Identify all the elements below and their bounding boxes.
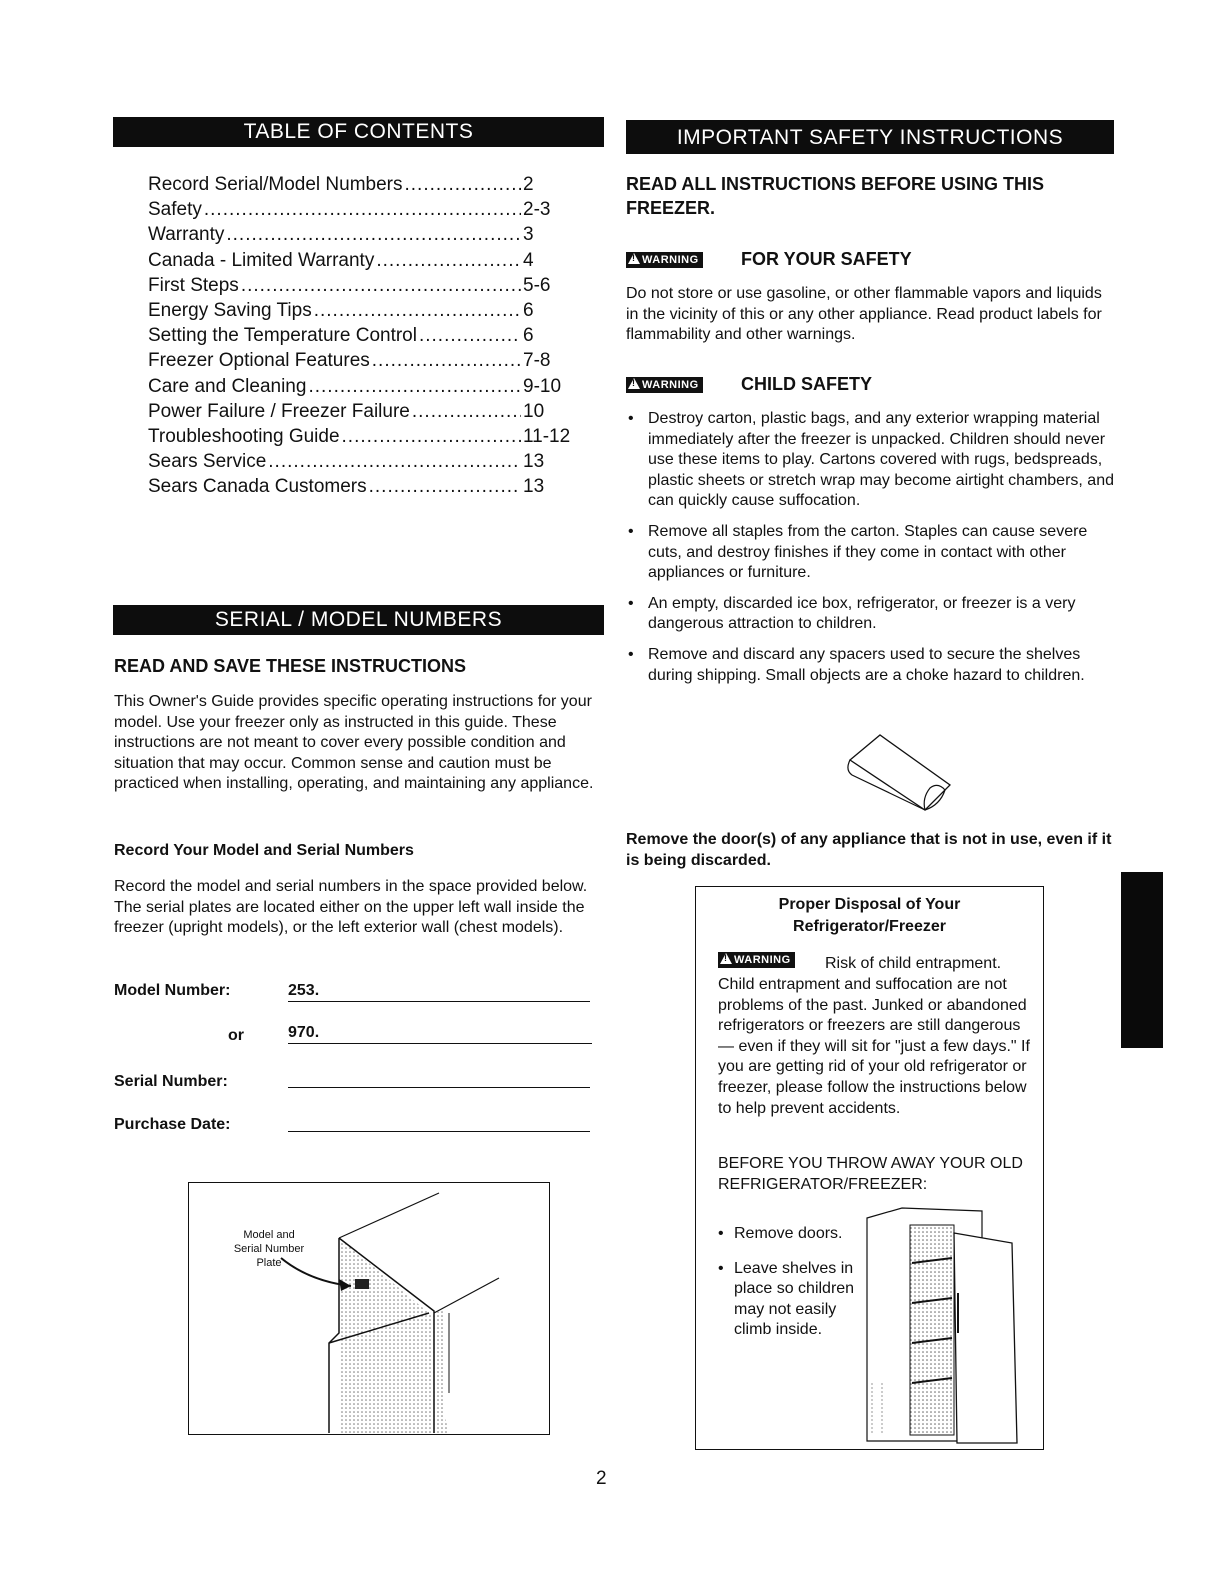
toc-entry-title: Freezer Optional Features bbox=[148, 350, 370, 372]
toc-row bbox=[148, 273, 578, 298]
model-prefix-970: 970. bbox=[288, 1024, 320, 1041]
toc-leader-dots bbox=[412, 399, 521, 424]
toc-row bbox=[148, 374, 578, 399]
toc-row bbox=[148, 222, 578, 247]
warning-badge-text: WARNING bbox=[734, 954, 791, 966]
upright-freezer-illustration bbox=[862, 1203, 1030, 1445]
child-safety-heading: CHILD SAFETY bbox=[741, 374, 873, 394]
list-item: • Remove all staples from the carton. Staples can cause severe cuts, and destroy finishes if they come in contact with other appliances or furniture. bbox=[626, 522, 1118, 584]
toc-entry-page: 13 bbox=[523, 476, 545, 498]
model-number-field-2 bbox=[288, 1024, 592, 1044]
model-number-field-1 bbox=[288, 982, 590, 1002]
freezer-corner-drawing bbox=[189, 1183, 549, 1434]
warning-badge-child bbox=[626, 377, 703, 393]
for-your-safety-paragraph: Do not store or use gasoline, or other flammable vapors and liquids in the vicinity of this or any other appliance. Read product labels for flammability and other warnings. bbox=[626, 285, 1102, 344]
toc-entry-title: First Steps bbox=[148, 274, 239, 296]
toc-leader-dots bbox=[369, 474, 521, 499]
disposal-title-line-1: Proper Disposal of Your bbox=[778, 896, 961, 913]
serial-model-banner: SERIAL / MODEL NUMBERS bbox=[113, 605, 604, 635]
toc-row bbox=[148, 348, 578, 373]
record-numbers-paragraph: Record the model and serial numbers in the space provided below. The serial plates are located either on the upper left wall inside the freezer (upright models), or the left exterior wall (chest models). bbox=[114, 878, 588, 937]
plate-label: Model and Serial Number Plate bbox=[233, 1229, 305, 1269]
purchase-date-label: Purchase Date: bbox=[114, 1116, 231, 1133]
toc-row bbox=[148, 323, 578, 348]
toc-entry-page: 7-8 bbox=[523, 350, 551, 372]
serial-plate-illustration bbox=[188, 1182, 550, 1435]
disposal-title-line-2: Refrigerator/Freezer bbox=[793, 918, 946, 935]
table-of-contents bbox=[148, 172, 578, 499]
model-prefix-253: 253. bbox=[288, 982, 320, 999]
toc-entry-page: 9-10 bbox=[523, 375, 562, 397]
list-item: • An empty, discarded ice box, refrigerator, or freezer is a very dangerous attraction to children. bbox=[626, 594, 1118, 635]
toc-leader-dots bbox=[241, 273, 521, 298]
toc-entry-page: 2 bbox=[523, 174, 534, 195]
risk-lead: Risk of child entrapment. bbox=[825, 955, 1002, 972]
toc-row bbox=[148, 399, 578, 424]
toc-leader-dots bbox=[268, 449, 521, 474]
toc-entry-title: Power Failure / Freezer Failure bbox=[148, 400, 410, 422]
disposal-title bbox=[695, 894, 1044, 938]
warning-badge bbox=[626, 252, 703, 268]
toc-entry-title: Sears Canada Customers bbox=[148, 476, 367, 498]
toc-leader-dots bbox=[376, 248, 521, 273]
for-your-safety-heading: FOR YOUR SAFETY bbox=[741, 249, 912, 269]
warning-triangle-icon bbox=[720, 953, 732, 964]
list-item: • Remove and discard any spacers used to secure the shelves during shipping. Small objects are a choke hazard to children. bbox=[626, 645, 1118, 686]
child-safety-list bbox=[626, 409, 1118, 696]
record-numbers-heading: Record Your Model and Serial Numbers bbox=[114, 842, 414, 859]
model-number-label: Model Number: bbox=[114, 982, 231, 999]
safety-banner: IMPORTANT SAFETY INSTRUCTIONS bbox=[626, 120, 1114, 154]
toc-leader-dots bbox=[314, 298, 521, 323]
toc-entry-page: 10 bbox=[523, 400, 545, 422]
serial-number-field bbox=[288, 1068, 590, 1088]
toc-row bbox=[148, 248, 578, 273]
toc-entry-title: Energy Saving Tips bbox=[148, 299, 312, 321]
toc-entry-title: Care and Cleaning bbox=[148, 375, 307, 397]
warning-triangle-icon bbox=[628, 378, 640, 389]
toc-leader-dots bbox=[204, 197, 521, 222]
toc-row bbox=[148, 449, 578, 474]
warning-badge-text: WARNING bbox=[642, 254, 699, 266]
toc-entry-title: Troubleshooting Guide bbox=[148, 425, 340, 447]
warning-badge-disposal bbox=[718, 952, 795, 968]
remove-doors-warning: Remove the door(s) of any appliance that is not in use, even if it is being discarded. bbox=[626, 831, 1112, 869]
list-item: • Leave shelves in place so children may not easily climb inside. bbox=[718, 1259, 858, 1341]
disposal-steps bbox=[718, 1224, 858, 1355]
disposal-paragraph: Child entrapment and suffocation are not problems of the past. Junked or abandoned refrigerators or freezers are still dangerous — even if they will sit for "just a few days." If you are getting rid of your old refrigerator or freezer, please follow the instructions below to help prevent accidents. bbox=[718, 976, 1030, 1117]
page-number: 2 bbox=[596, 1468, 607, 1489]
list-item: • Destroy carton, plastic bags, and any exterior wrapping material immediately after the freezer is unpacked. Children should never use these items to play. Cartons covered with rugs, bedspreads, plastic sheets or stretch wrap may become airtight chambers, and can quickly cause suffocation. bbox=[626, 409, 1118, 512]
toc-leader-dots bbox=[226, 222, 521, 247]
warning-triangle-icon bbox=[628, 253, 640, 264]
toc-entry-page: 4 bbox=[523, 249, 534, 271]
toc-leader-dots bbox=[308, 374, 521, 399]
toc-entry-page: 13 bbox=[523, 451, 545, 473]
toc-leader-dots bbox=[372, 348, 521, 373]
toc-entry-page: 11-12 bbox=[523, 425, 571, 447]
owners-guide-paragraph: This Owner's Guide provides specific operating instructions for your model. Use your freezer only as instructed in this guide. These instructions are not meant to cover every possible condition and situation that may occur. Common sense and caution must be practiced when installing, operating, and maintaining any appliance. bbox=[114, 693, 594, 793]
toc-entry-page: 2-3 bbox=[523, 199, 551, 221]
read-save-heading: READ AND SAVE THESE INSTRUCTIONS bbox=[114, 656, 467, 676]
toc-leader-dots bbox=[342, 424, 521, 449]
read-all-heading: READ ALL INSTRUCTIONS BEFORE USING THIS FREEZER. bbox=[626, 174, 1045, 218]
toc-entry-page: 5-6 bbox=[523, 274, 551, 296]
toc-entry-page: 6 bbox=[523, 299, 534, 321]
toc-entry-title: Sears Service bbox=[148, 451, 267, 473]
section-tab-marker bbox=[1121, 872, 1163, 1048]
purchase-date-field bbox=[288, 1112, 590, 1132]
toc-row bbox=[148, 172, 578, 197]
toc-row bbox=[148, 474, 578, 499]
toc-entry-title: Record Serial/Model Numbers bbox=[148, 174, 403, 195]
before-throw-away: BEFORE YOU THROW AWAY YOUR OLD REFRIGERATOR/FREEZER: bbox=[718, 1155, 1023, 1193]
toc-row bbox=[148, 298, 578, 323]
toc-entry-title: Setting the Temperature Control bbox=[148, 325, 417, 347]
toc-leader-dots bbox=[405, 172, 522, 197]
toc-row bbox=[148, 197, 578, 222]
spacer-illustration bbox=[840, 730, 960, 815]
warning-badge-text: WARNING bbox=[642, 379, 699, 391]
list-item: • Remove doors. bbox=[718, 1224, 858, 1245]
or-label: or bbox=[228, 1027, 244, 1044]
toc-row bbox=[148, 424, 578, 449]
toc-entry-title: Safety bbox=[148, 199, 202, 221]
toc-entry-title: Warranty bbox=[148, 224, 225, 246]
toc-leader-dots bbox=[419, 323, 521, 348]
serial-number-label: Serial Number: bbox=[114, 1073, 228, 1090]
toc-entry-page: 6 bbox=[523, 325, 534, 347]
toc-entry-title: Canada - Limited Warranty bbox=[148, 249, 375, 271]
toc-banner: TABLE OF CONTENTS bbox=[113, 117, 604, 147]
toc-entry-page: 3 bbox=[523, 224, 534, 246]
